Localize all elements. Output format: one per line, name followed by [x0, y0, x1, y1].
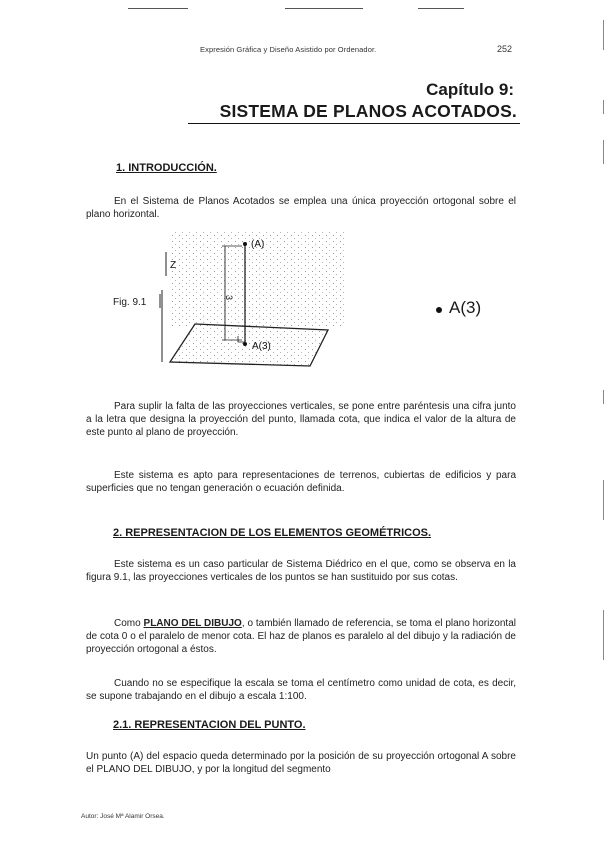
point-a-projection — [243, 342, 247, 346]
footer-author: Autor: José Mª Alamir Orsea. — [81, 813, 165, 820]
paragraph-diedrico-text: Este sistema es un caso particular de Sistema Diédrico en el que, como se observa en la figura 9.1, las proyecciones verticales de los puntos se han sustituido por sus cotas. — [86, 559, 516, 583]
paragraph-cota — [86, 400, 516, 439]
paragraph-intro — [86, 195, 516, 221]
paragraph-aplicaciones — [86, 469, 516, 495]
paragraph-aplicaciones-text: Este sistema es apto para representaciones de terrenos, cubiertas de edificios y para superficies que no tengan generación o ecuación definida. — [86, 470, 516, 494]
label-height: 3 — [224, 295, 234, 301]
horizontal-plane — [170, 324, 328, 366]
scan-edge-mark — [603, 480, 604, 520]
scan-line — [418, 8, 464, 9]
scan-line — [128, 8, 188, 9]
side-point-marker — [436, 307, 442, 313]
side-point-label: A(3) — [449, 298, 482, 317]
paragraph-escala — [86, 677, 516, 703]
plano-del-dibujo-term: PLANO DEL DIBUJO — [143, 618, 242, 629]
scan-edge-mark — [603, 100, 604, 114]
label-projection: A(3) — [252, 341, 271, 352]
label-point-space: (A) — [251, 239, 265, 250]
paragraph-punto-text: Un punto (A) del espacio queda determinado por la posición de su proyección ortogonal A sobre el PLANO DEL DIBUJO, y por la longitud del segmento — [86, 751, 516, 775]
paragraph-cota-text: Para suplir la falta de las proyecciones verticales, se pone entre paréntesis una cifra junto a la letra que designa la proyección del punto, llamada cota, que indica el valor de la altura de este punto al plano de proyección. — [86, 401, 516, 438]
figure-caption: Fig. 9.1 — [113, 297, 147, 308]
chapter-label: Capítulo 9: — [426, 80, 514, 99]
point-a-space — [243, 242, 247, 246]
section-heading-representacion: 2. REPRESENTACION DE LOS ELEMENTOS GEOMÉTRICOS. — [113, 527, 432, 539]
paragraph-plano-dibujo — [86, 617, 516, 656]
page-number: 252 — [497, 44, 513, 54]
scan-edge-mark — [603, 390, 604, 404]
section-heading-introduccion: 1. INTRODUCCIÓN. — [116, 162, 217, 174]
scan-edge-mark — [603, 610, 604, 660]
paragraph-plano-dibujo-before: Como — [114, 618, 144, 629]
figure-9-1 — [150, 228, 350, 380]
section-heading-punto: 2.1. REPRESENTACION DEL PUNTO. — [113, 719, 306, 731]
scan-edge-mark — [603, 20, 604, 50]
paragraph-escala-text: Cuando no se especifique la escala se toma el centímetro como unidad de cota, es decir, se supone trabajando en el dibujo a escala 1:100. — [86, 678, 516, 702]
paragraph-diedrico — [86, 558, 516, 584]
paragraph-punto — [86, 750, 516, 776]
scan-edge-mark — [603, 140, 604, 164]
running-header: Expresión Gráfica y Diseño Asistido por Ordenador. — [200, 45, 377, 54]
paragraph-plano-dibujo-after: , o también llamado de referencia, se toma el plano horizontal de cota 0 o el paralelo de menor cota. El haz de planos es paralelo al del dibujo y la radiación de proyección ortogonal a éstos. — [86, 618, 516, 655]
label-axis-z: Z — [170, 260, 177, 271]
chapter-title: SISTEMA DE PLANOS ACOTADOS. — [219, 101, 517, 121]
title-rule — [188, 123, 520, 124]
paragraph-intro-text: En el Sistema de Planos Acotados se emplea una única proyección ortogonal sobre el plano horizontal. — [86, 196, 516, 220]
scan-line — [285, 8, 363, 9]
